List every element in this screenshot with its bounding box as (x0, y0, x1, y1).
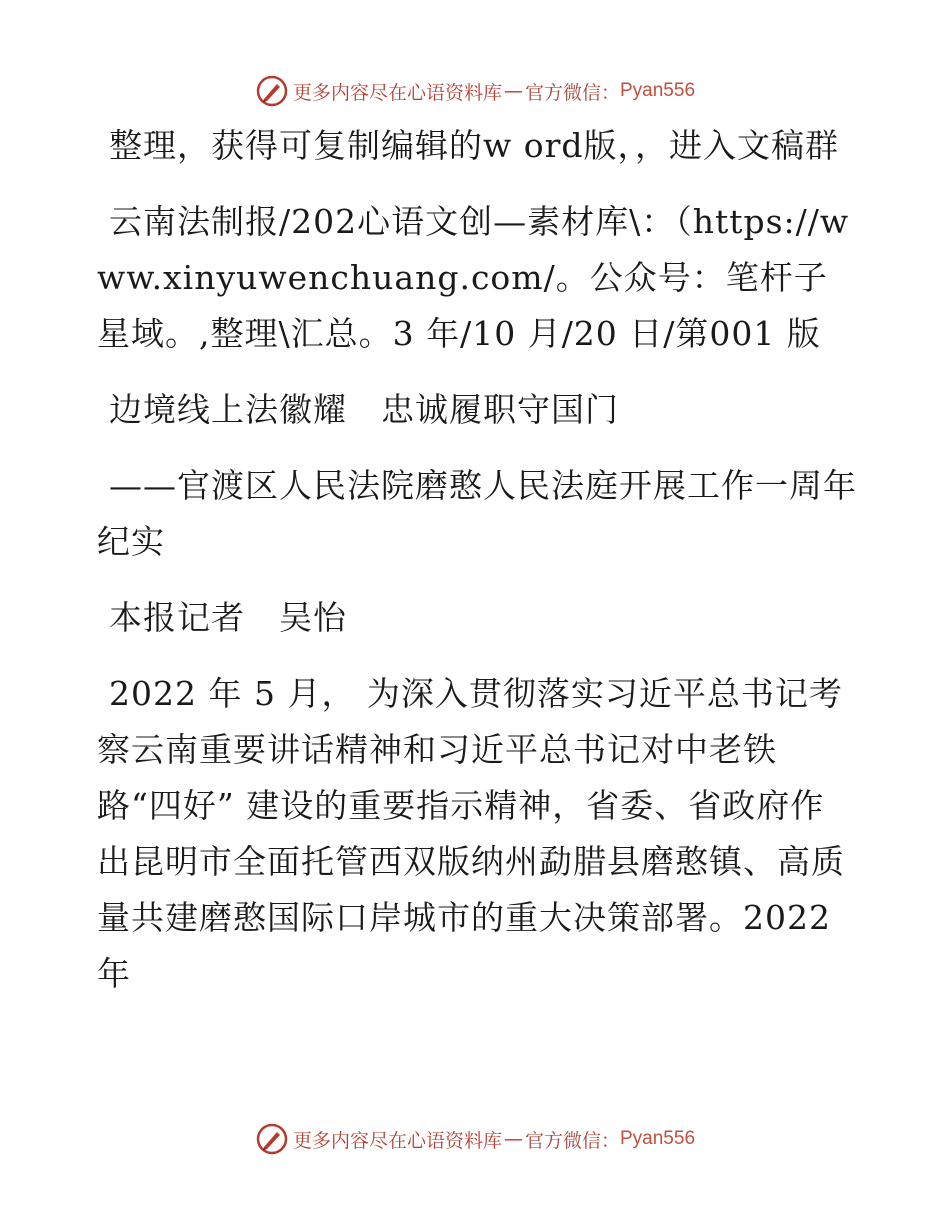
article-subtitle: ——官渡区人民法院磨憨人民法庭开展工作一周年纪实 (97, 466, 857, 561)
article-title: 边境线上法徽耀 忠诚履职守国门 (109, 390, 619, 429)
banner-brand-text: 更多内容尽在心语资料库 (292, 81, 502, 104)
footer-watermark-banner (0, 1119, 950, 1159)
banner-wechat-id: Pyan556 (620, 1128, 696, 1149)
article-byline: 本报记者 吴怡 (109, 598, 347, 637)
article-body-paragraph: 2022 年 5 月， 为深入贯彻落实习近平总书记考察云南重要讲话精神和习近平总书记对中老铁路“四好” 建设的重要指示精神，省委、省政府作出昆明市全面托管西双版纳州勐腊县磨憨镇、高质量共建磨憨国际口岸城市的重大决策部署。2022 年 (97, 674, 845, 993)
header-watermark-banner (0, 71, 950, 111)
banner-wechat-label: 官方微信： (524, 1129, 620, 1152)
banner-brand-text: 更多内容尽在心语资料库 (292, 1129, 502, 1152)
banner-wechat-id: Pyan556 (620, 80, 696, 101)
paragraph-source: 云南法制报/202心语文创—素材库\：（https://www.xinyuwenchuang.com/。公众号：笔杆子星域。,整理\汇总。3 年/10 月/20 日/第001 版 (97, 202, 850, 353)
banner-separator: — (503, 80, 523, 102)
banner-separator: — (503, 1128, 523, 1150)
paragraph-intro: 整理，获得可复制编辑的w ord版，，进入文稿群 (109, 126, 840, 165)
banner-wechat-label: 官方微信： (524, 81, 620, 104)
pen-circle-logo-icon (255, 1122, 289, 1156)
document-body (97, 118, 857, 1022)
pen-circle-logo-icon (255, 74, 289, 108)
